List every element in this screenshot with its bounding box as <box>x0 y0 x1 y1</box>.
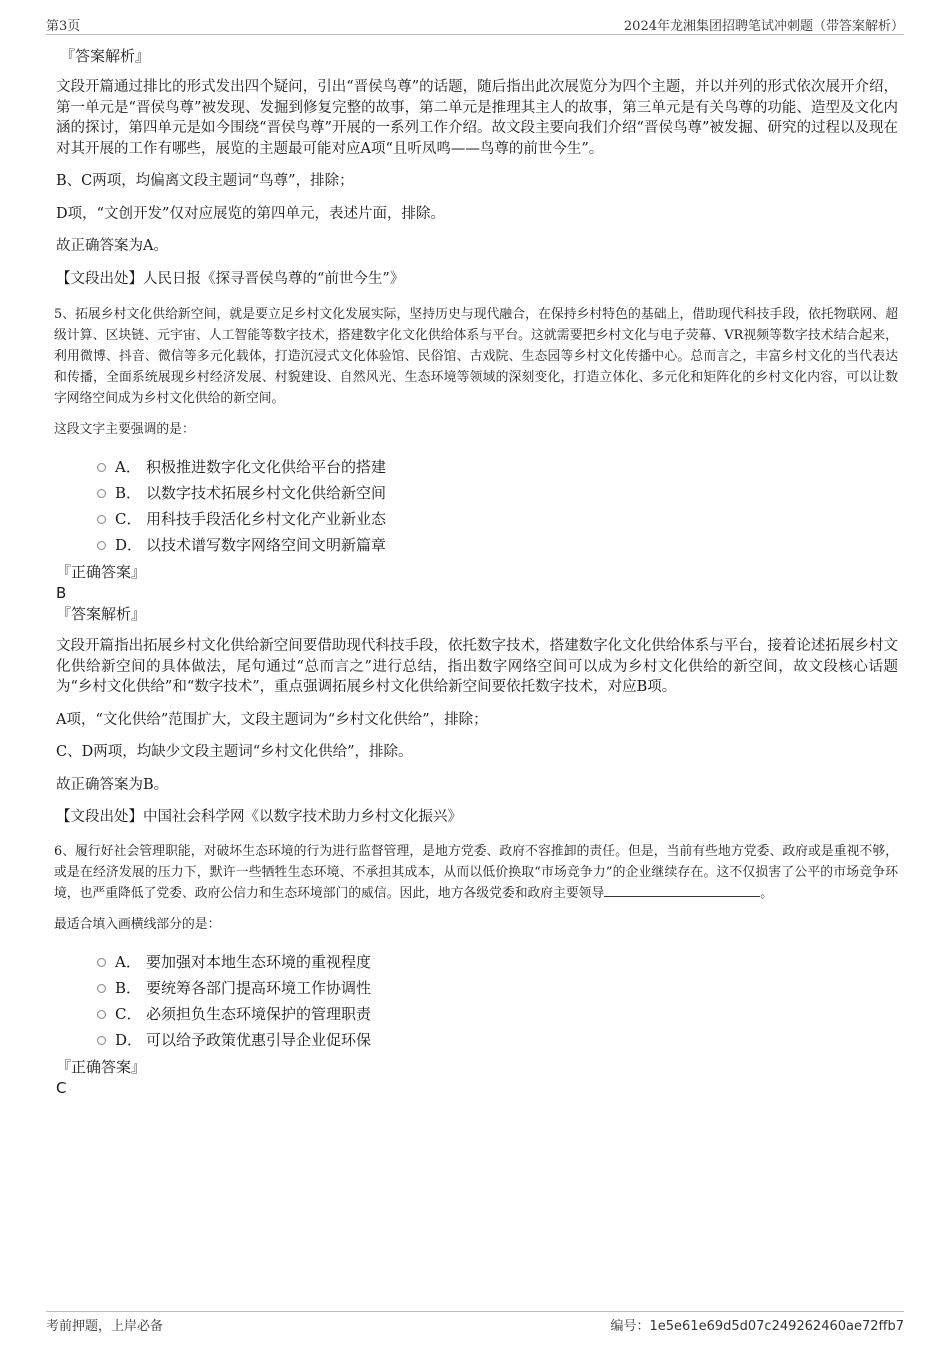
q5-option-b[interactable]: B． 以数字技术拓展乡村文化供给新空间 <box>97 480 898 506</box>
q6-answer: C <box>56 1078 67 1097</box>
q5-prompt: 这段文字主要强调的是： <box>54 422 195 437</box>
radio-button-icon[interactable] <box>97 463 106 472</box>
q5-answer-label: 『正确答案』 <box>56 563 147 581</box>
q4-analysis-note-d: D项，“文创开发”仅对应展览的第四单元，表述片面，排除。 <box>56 205 445 222</box>
q5-analysis-label: 『答案解析』 <box>56 605 147 623</box>
radio-button-icon[interactable] <box>97 984 106 993</box>
q6-answer-label: 『正确答案』 <box>56 1057 147 1076</box>
q4-analysis-text: 文段开篇通过排比的形式发出四个疑问，引出“晋侯鸟尊”的话题，随后指出此次展览分为四个主题，并以并列的形式依次展开介绍，第一单元是“晋侯鸟尊”被发现、发掘到修复完整的故事，第二单元是推理其主人的故事，第三单元是有关鸟尊的功能、造型及文化内涵的探讨，第四单元是如今围绕“晋侯鸟尊”开展的一系列工作介绍。故文段主要向我们介绍“晋侯鸟尊”被发掘、研究的过程以及现在对其开展的工作有哪些，展览的主题最可能对应A项“且听凤鸣——鸟尊的前世今生”。 <box>56 79 898 157</box>
radio-button-icon[interactable] <box>97 515 106 524</box>
q6-option-b[interactable]: B． 要统筹各部门提高环境工作协调性 <box>97 975 898 1001</box>
page-content <box>56 46 898 1098</box>
radio-button-icon[interactable] <box>97 958 106 967</box>
page-footer <box>46 1311 904 1335</box>
q4-analysis-note-bc: B、C两项，均偏离文段主题词“鸟尊”，排除； <box>56 173 354 189</box>
fill-in-blank-line <box>604 884 760 897</box>
q6-options <box>97 949 898 1053</box>
radio-button-icon[interactable] <box>97 1036 106 1045</box>
q6-option-c[interactable]: C． 必须担负生态环境保护的管理职责 <box>97 1001 898 1027</box>
q4-conclusion: 故正确答案为A。 <box>56 238 168 254</box>
document-code: 编号：1e5e61e69d5d07c249262460ae72ffb7 <box>610 1319 904 1334</box>
radio-button-icon[interactable] <box>97 489 106 498</box>
radio-button-icon[interactable] <box>97 1010 106 1019</box>
page-header <box>46 14 904 35</box>
q5-conclusion: 故正确答案为B。 <box>56 776 169 793</box>
q5-option-c[interactable]: C． 用科技手段活化乡村文化产业新业态 <box>97 506 898 532</box>
q5-analysis-note-cd: C、D两项，均缺少文段主题词“乡村文化供给”，排除。 <box>56 744 413 760</box>
q5-analysis-note-a: A项，“文化供给”范围扩大，文段主题词为“乡村文化供给”，排除； <box>56 711 488 728</box>
q5-analysis-text: 文段开篇指出拓展乡村文化供给新空间要借助现代科技手段，依托数字技术，搭建数字化文化供给体系与平台，接着论述拓展乡村文化供给新空间的具体做法，尾句通过“总而言之”进行总结，指出数字网络空间可以成为乡村文化供给的新空间，故文段核心话题为“乡村文化供给”和“数字技术”，重点强调拓展乡村文化供给新空间要依托数字技术，对应B项。 <box>56 638 898 695</box>
q5-option-d[interactable]: D． 以技术谱写数字网络空间文明新篇章 <box>97 532 898 558</box>
page-number: 第3页 <box>46 19 81 34</box>
radio-button-icon[interactable] <box>97 541 106 550</box>
footer-slogan: 考前押题，上岸必备 <box>46 1319 164 1334</box>
q5-question-text: 5、拓展乡村文化供给新空间，就是要立足乡村文化发展实际，坚持历史与现代融合，在保持乡村特色的基础上，借助现代科技手段，依托物联网、超级计算、区块链、元宇宙、人工智能等数字技术，搭建数字化文化供给体系与平台。这就需要把乡村文化与电子荧幕、VR视频等数字技术结合起来，利用微博、抖音、微信等多元化载体，打造沉浸式文化体验馆、民俗馆、古戏院、生态园等乡村文化传播中心。总而言之，丰富乡村文化的当代表达和传播，全面系统展现乡村经济发展、村貌建设、自然风光、生态环境等领域的深刻变化，打造立体化、多元化和矩阵化的乡村文化内容，可以让数字网络空间成为乡村文化供给的新空间。 <box>54 307 898 406</box>
document-title: 2024年龙湘集团招聘笔试冲刺题（带答案解析） <box>623 19 904 34</box>
q5-option-a[interactable]: A． 积极推进数字化文化供给平台的搭建 <box>97 454 898 480</box>
q5-options <box>97 454 898 558</box>
q6-question-text: 6、履行好社会管理职能，对破坏生态环境的行为进行监督管理，是地方党委、政府不容推卸的责任。但是，当前有些地方党委、政府或是重视不够，或是在经济发展的压力下，默许一些牺牲生态环境、不承担其成本，从而以低价换取“市场竞争力”的企业继续存在。这不仅损害了公平的市场竞争环境，也严重降低了党委、政府公信力和生态环境部门的威信。因此，地方各级党委和政府主要领导 。 <box>54 843 898 901</box>
q4-analysis-label: 『答案解析』 <box>60 47 151 65</box>
q6-option-a[interactable]: A． 要加强对本地生态环境的重视程度 <box>97 949 898 975</box>
q4-source: 【文段出处】人民日报《探寻晋侯鸟尊的“前世今生”》 <box>56 270 405 287</box>
q5-answer: B <box>56 584 67 602</box>
q6-prompt: 最适合填入画横线部分的是： <box>54 916 221 932</box>
q6-option-d[interactable]: D． 可以给予政策优惠引导企业促环保 <box>97 1027 898 1053</box>
q5-source: 【文段出处】中国社会科学网《以数字技术助力乡村文化振兴》 <box>56 809 462 825</box>
